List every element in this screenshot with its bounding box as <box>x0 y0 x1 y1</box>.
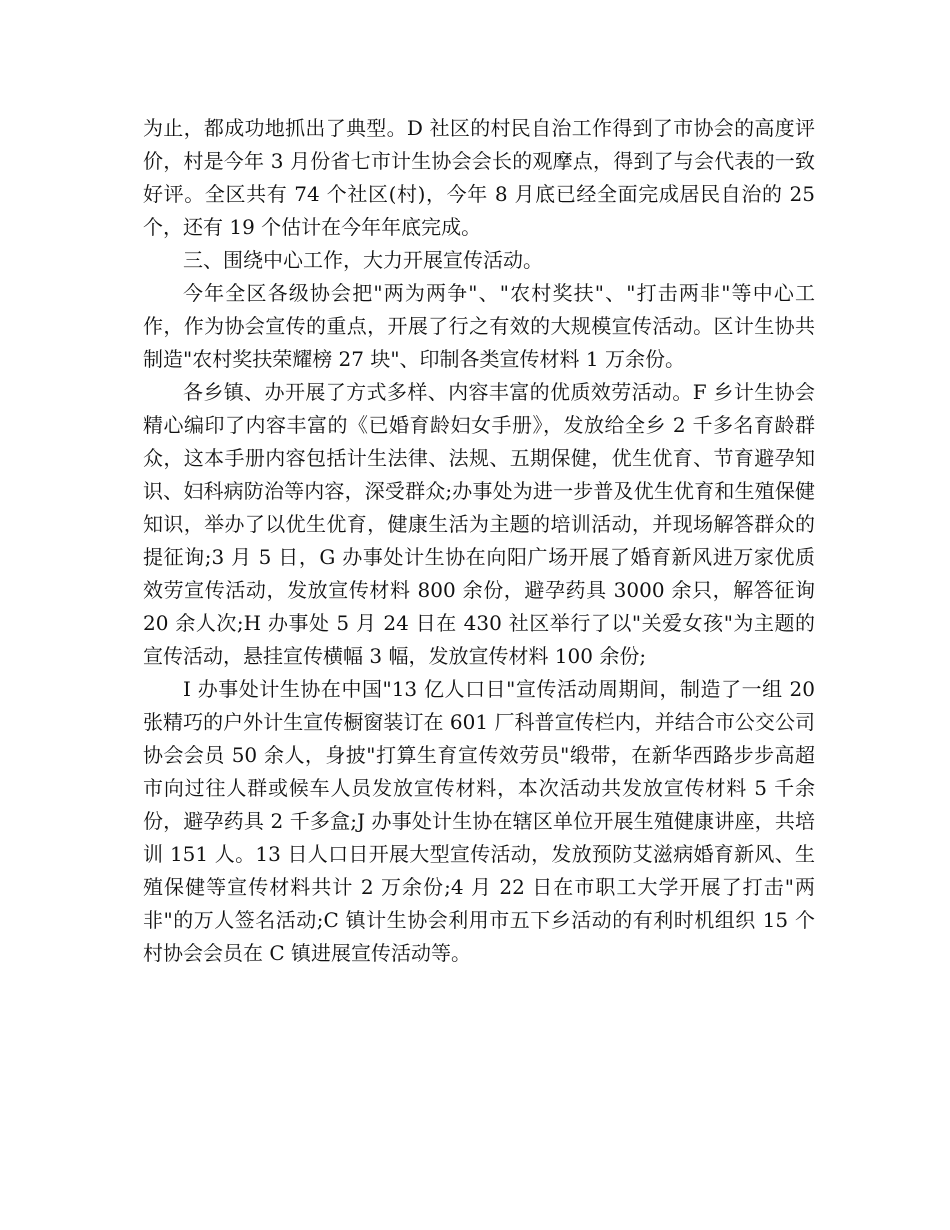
paragraph-population-day: I 办事处计生协在中国"13 亿人口日"宣传活动周期间，制造了一组 20 张精巧的户外计生宣传橱窗装订在 601 厂科普宣传栏内，并结合市公交公司协会会员 50 余人，身披"打算生育宣传效劳员"缎带，在新华西路步步高超市向过往人群或候车人员发放宣传材料，本次活动共发放宣传材料 5 千余份，避孕药具 2 千多盒;J 办事处计生协在辖区单位开展生殖健康讲座，共培训 151 人。13 日人口日开展大型宣传活动，发放预防艾滋病婚育新风、生殖保健等宣传材料共计 2 万余份;4 月 22 日在市职工大学开展了打击"两非"的万人签名活动;C 镇计生协会利用市五下乡活动的有利时机组织 15 个村协会会员在 C 镇进展宣传活动等。 <box>143 677 815 965</box>
paragraph-township-activities: 各乡镇、办开展了方式多样、内容丰富的优质效劳活动。F 乡计生协会精心编印了内容丰富的《已婚育龄妇女手册》，发放给全乡 2 千多名育龄群众，这本手册内容包括计生法律、法规、五期保健，优生优育、节育避孕知识、妇科病防治等内容，深受群众;办事处为进一步普及优生优育和生殖保健知识，举办了以优生优育，健康生活为主题的培训活动，并现场解答群众的提征询;3 月 5 日，G 办事处计生协在向阳广场开展了婚育新风进万家优质效劳宣传活动，发放宣传材料 800 余份，避孕药具 3000 余只，解答征询 20 余人次;H 办事处 5 月 24 日在 430 社区举行了以"关爱女孩"为主题的宣传活动，悬挂宣传横幅 3 幅，发放宣传材料 100 余份; <box>143 380 815 668</box>
paragraph-continuation: 为止，都成功地抓出了典型。D 社区的村民自治工作得到了市协会的高度评价，村是今年 3 月份省七市计生协会会长的观摩点，得到了与会代表的一致好评。全区共有 74 个社区(村)，今年 8 月底已经全面完成居民自治的 25 个，还有 19 个估计在今年年底完成。 <box>143 116 815 239</box>
paragraph-publicity-focus: 今年全区各级协会把"两为两争"、"农村奖扶"、"打击两非"等中心工作，作为协会宣传的重点，开展了行之有效的大规模宣传活动。区计生协共制造"农村奖扶荣耀榜 27 块"、印制各类宣传材料 1 万余份。 <box>143 281 815 371</box>
section-heading: 三、围绕中心工作，大力开展宣传活动。 <box>183 248 543 272</box>
document-body <box>143 112 815 970</box>
